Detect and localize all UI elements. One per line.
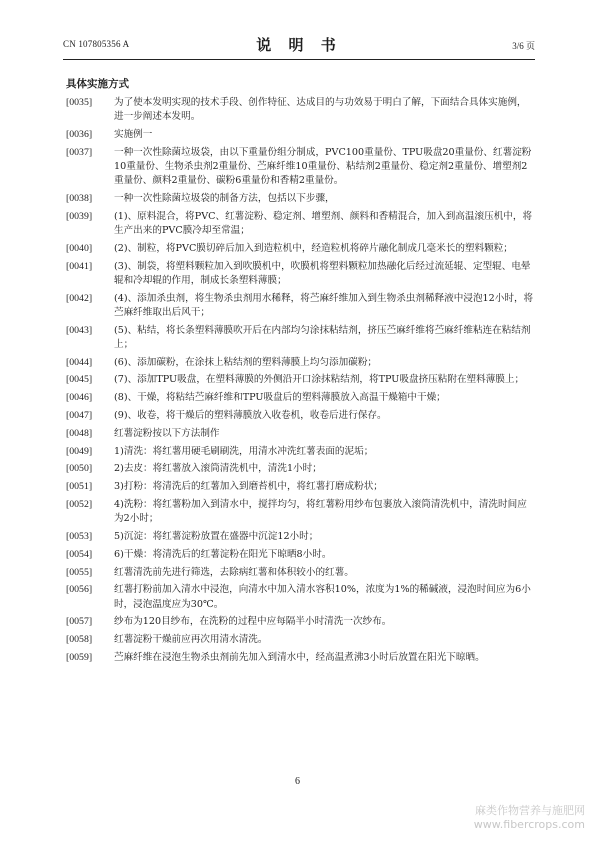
paragraph — [66, 260, 536, 288]
header-divider — [63, 59, 535, 60]
watermark-line: 麻类作物营养与施肥网 — [475, 804, 585, 817]
paragraph-text: 红薯淀粉按以下方法制作 — [114, 427, 220, 439]
section-heading: 具体实施方式 — [66, 78, 129, 90]
page-header — [63, 34, 535, 56]
paragraph-number: [0049] — [66, 445, 93, 457]
paragraph-text: 红薯清洗前先进行筛选，去除病红薯和体积较小的红薯。 — [114, 566, 354, 578]
paragraph — [66, 146, 536, 189]
paragraph-number: [0038] — [66, 193, 93, 204]
paragraph-text: (4)、添加杀虫剂，将生物杀虫剂用水稀释，将苎麻纤维加入到生物杀虫剂稀释液中浸泡12小时，将苎麻纤维取出后风干； — [114, 292, 534, 318]
paragraph-number: [0059] — [66, 651, 93, 663]
paragraph-text: 1)清洗：将红薯用硬毛刷刷洗，用清水冲洗红薯表面的泥垢； — [114, 445, 374, 457]
paragraph-number: [0045] — [66, 374, 93, 386]
paragraph-text: 一种一次性除菌垃圾袋，由以下重量份组分制成，PVC100重量份、TPU吸盘20重量份、红薯淀粉10重量份、生物杀虫剂2重量份、苎麻纤维10重量份、粘结剂2重量份、稳定剂2重量份、增塑剂2重量份、颜料2重量份、碳粉6重量份和香精2重量份。 — [114, 146, 532, 187]
paragraph-text: 苎麻纤维在浸泡生物杀虫剂前先加入到清水中，经高温煮沸3小时后放置在阳光下晾晒。 — [114, 651, 485, 663]
paragraph-number: [0053] — [66, 530, 93, 542]
paragraph-text: (7)、添加TPU吸盘，在塑料薄膜的外侧沿开口涂抹粘结剂，将TPU吸盘挤压粘附在塑料薄膜上； — [114, 374, 525, 386]
watermark — [474, 804, 585, 832]
paragraph-text: 4)洗粉：将红薯粉加入到清水中，搅拌均匀，将红薯粉用纱布包裹放入滚筒清洗机中，清洗时间应为2小时； — [114, 498, 527, 525]
paragraph — [66, 651, 536, 665]
paragraph — [66, 391, 536, 405]
paragraph-text: (5)、粘结，将长条塑料薄膜吹开后在内部均匀涂抹粘结剂，挤压苎麻纤维将苎麻纤维粘连在粘结剂上； — [114, 324, 531, 350]
paragraph-number: [0043] — [66, 324, 93, 336]
paragraph-number: [0047] — [66, 409, 93, 421]
paragraph-text: 实施例一 — [114, 129, 153, 140]
paragraph-number: [0052] — [66, 498, 93, 510]
paragraph-number: [0044] — [66, 356, 93, 368]
paragraph-text: 为了使本发明实现的技术手段、创作特征、达成目的与功效易于明白了解，下面结合具体实施例，进一步阐述本发明。 — [114, 97, 527, 123]
paragraph — [66, 462, 536, 476]
paragraph-text: 2)去皮：将红薯放入滚筒清洗机中，清洗1小时； — [114, 463, 322, 475]
paragraph-text: (2)、制粒，将PVC膜切碎后加入到造粒机中，经造粒机将碎片融化制成几毫米长的塑料颗粒； — [114, 242, 513, 254]
paragraph — [66, 498, 536, 526]
paragraph-text: 5)沉淀：将红薯淀粉放置在盛器中沉淀12小时； — [114, 530, 319, 542]
paragraph-number: [0058] — [66, 634, 93, 646]
document-body — [66, 76, 536, 669]
paragraph-number: [0041] — [66, 260, 93, 272]
paragraph-number: [0050] — [66, 463, 93, 475]
paragraph-list — [66, 96, 536, 665]
paragraph-number: [0046] — [66, 392, 93, 404]
paragraph — [66, 566, 536, 580]
paragraph — [66, 583, 536, 611]
watermark-url: www.fibercrops.com — [473, 818, 585, 831]
paragraph — [66, 210, 536, 238]
paragraph — [66, 324, 536, 352]
paragraph — [66, 530, 536, 544]
paragraph — [66, 356, 536, 370]
paragraph — [66, 292, 536, 320]
document-title: 说 明 书 — [256, 36, 342, 54]
paragraph-text: (3)、制袋，将塑料颗粒加入到吹膜机中，吹膜机将塑料颗粒加热融化后经过流延辊、定型辊、电晕辊和冷却辊的作用，制成长条塑料薄膜； — [114, 260, 531, 286]
paragraph — [66, 373, 536, 387]
paragraph-text: (1)、原料混合，将PVC、红薯淀粉、稳定剂、增塑剂、颜料和香精混合，加入到高温滚压机中，将生产出来的PVC膜冷却至常温； — [114, 210, 533, 236]
paragraph — [66, 409, 536, 423]
paragraph-text: (9)、收卷，将干燥后的塑料薄膜放入收卷机，收卷后进行保存。 — [114, 409, 387, 421]
paragraph-number: [0036] — [66, 129, 93, 140]
paragraph — [66, 242, 536, 256]
paragraph-text: (6)、添加碳粉，在涂抹上粘结剂的塑料薄膜上均匀添加碳粉； — [114, 356, 378, 368]
paragraph — [66, 633, 536, 647]
publication-number: CN 107805356 A — [63, 39, 130, 49]
paragraph — [66, 128, 536, 142]
paragraph-text: 3)打粉：将清洗后的红薯加入到磨苔机中，将红薯打磨成粉状； — [114, 481, 383, 493]
paragraph-number: [0057] — [66, 616, 93, 628]
paragraph — [66, 192, 536, 206]
paragraph — [66, 480, 536, 494]
paragraph-text: 6)干燥：将清洗后的红薯淀粉在阳光下晾晒8小时。 — [114, 548, 332, 560]
paragraph-number: [0039] — [66, 210, 93, 222]
paragraph-number: [0042] — [66, 292, 93, 304]
paragraph-text: 红薯打粉前加入清水中浸泡，向清水中加入清水容积10%，浓度为1%的稀碱液，浸泡时间应为6小时，浸泡温度应为30℃。 — [114, 584, 531, 610]
paragraph — [66, 445, 536, 459]
paragraph-text: (8)、干燥，将粘结苎麻纤维和TPU吸盘后的塑料薄膜放入高温干燥箱中干燥； — [114, 392, 446, 404]
paragraph-number: [0056] — [66, 584, 93, 596]
paragraph-number: [0040] — [66, 242, 93, 254]
paragraph-number: [0051] — [66, 481, 93, 493]
paragraph-number: [0037] — [66, 146, 93, 158]
page-number: 6 — [295, 776, 300, 787]
paragraph-number: [0035] — [66, 97, 93, 108]
paragraph-text: 一种一次性除菌垃圾袋的制备方法，包括以下步骤， — [114, 193, 335, 204]
paragraph — [66, 96, 536, 124]
page-indicator: 3/6 页 — [512, 41, 535, 51]
paragraph-number: [0055] — [66, 566, 93, 578]
paragraph-number: [0054] — [66, 548, 93, 560]
paragraph — [66, 615, 536, 629]
paragraph — [66, 427, 536, 441]
paragraph-number: [0048] — [66, 427, 93, 439]
paragraph-text: 红薯淀粉干燥前应再次用清水清洗。 — [114, 634, 268, 646]
paragraph-text: 纱布为120目纱布，在洗粉的过程中应每隔半小时清洗一次纱布。 — [114, 616, 392, 628]
paragraph — [66, 548, 536, 562]
